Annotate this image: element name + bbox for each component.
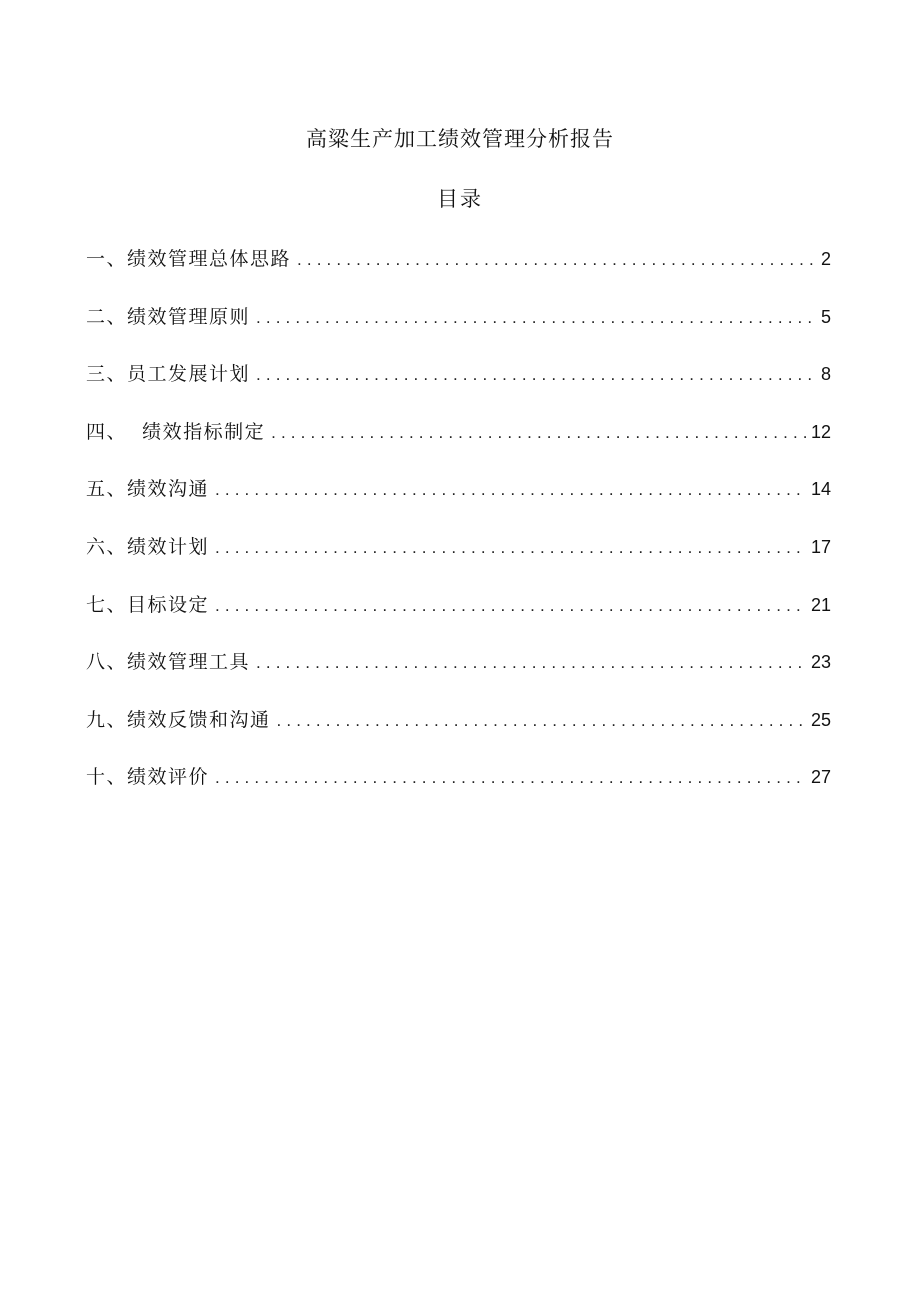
toc-heading: 目录 bbox=[437, 187, 483, 211]
toc-entry[interactable] bbox=[86, 472, 831, 530]
toc-page-number: 2 bbox=[820, 249, 831, 269]
toc-dot-leader bbox=[215, 761, 807, 795]
toc-page-number: 25 bbox=[810, 709, 831, 730]
toc-entry[interactable] bbox=[86, 588, 831, 646]
toc-entry-label: 八、绩效管理工具 bbox=[86, 651, 251, 674]
toc-entry[interactable] bbox=[86, 242, 831, 300]
toc-entry[interactable] bbox=[86, 415, 831, 473]
document-title: 高粱生产加工绩效管理分析报告 bbox=[306, 127, 614, 151]
toc-entry[interactable] bbox=[86, 300, 831, 358]
toc-dot-leader bbox=[256, 301, 817, 335]
toc-page-number: 17 bbox=[810, 536, 831, 557]
toc-entry-label: 九、绩效反馈和沟通 bbox=[86, 708, 271, 731]
toc-entry-label: 一、绩效管理总体思路 bbox=[86, 248, 292, 270]
toc-dot-leader bbox=[277, 704, 807, 738]
toc-dot-leader bbox=[215, 473, 807, 507]
toc-dot-leader bbox=[256, 358, 817, 392]
toc-entry-label: 五、绩效沟通 bbox=[86, 478, 210, 501]
toc-page-number: 12 bbox=[810, 421, 831, 442]
toc-entry-label: 二、绩效管理原则 bbox=[86, 305, 251, 328]
toc-entry[interactable] bbox=[86, 357, 831, 415]
toc-page-number: 21 bbox=[810, 594, 831, 615]
toc-entry-label: 十、绩效评价 bbox=[86, 766, 210, 789]
toc-dot-leader bbox=[297, 243, 817, 277]
toc-entry[interactable] bbox=[86, 703, 831, 761]
toc-entry[interactable] bbox=[86, 760, 831, 818]
toc-entry[interactable] bbox=[86, 530, 831, 588]
toc-dot-leader bbox=[271, 416, 807, 450]
toc-page-number: 5 bbox=[820, 306, 831, 327]
toc-page-number: 14 bbox=[810, 479, 831, 500]
toc-dot-leader bbox=[215, 531, 807, 565]
table-of-contents bbox=[86, 242, 831, 818]
toc-entry-label: 三、员工发展计划 bbox=[86, 363, 251, 386]
toc-entry[interactable] bbox=[86, 645, 831, 703]
toc-entry-label: 七、目标设定 bbox=[86, 593, 210, 616]
toc-dot-leader bbox=[215, 589, 807, 623]
toc-dot-leader bbox=[256, 646, 807, 680]
toc-page-number: 8 bbox=[820, 364, 831, 385]
toc-entry-label: 四、 绩效指标制定 bbox=[86, 420, 266, 443]
toc-page-number: 23 bbox=[810, 652, 831, 673]
toc-page-number: 27 bbox=[810, 767, 831, 788]
toc-entry-label: 六、绩效计划 bbox=[86, 535, 210, 558]
